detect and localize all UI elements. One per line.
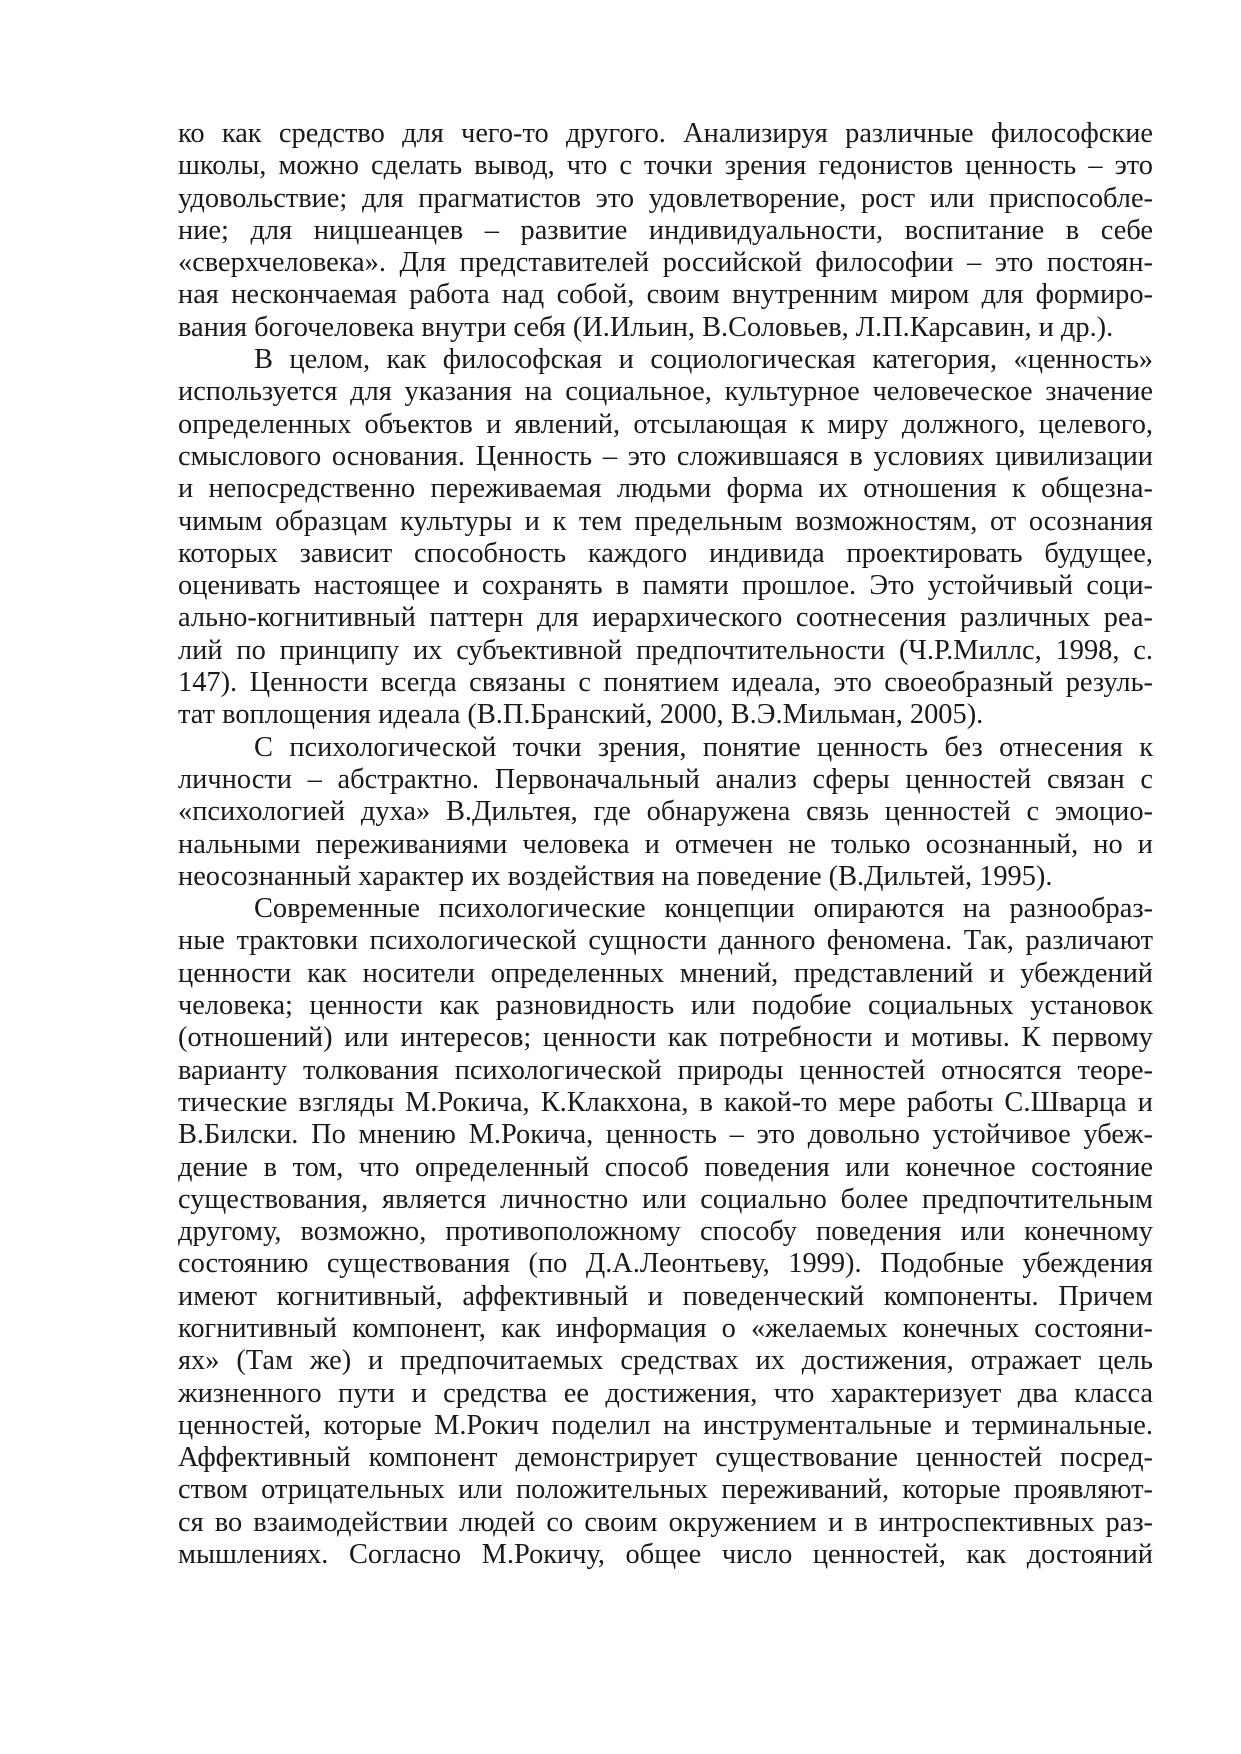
body-text [178, 118, 1153, 1571]
text-line: ко как средство для чего-то другого. Анализируя различные философские [178, 118, 1153, 149]
text-line: существования, является личностно или социально более предпочтительным [178, 1183, 1153, 1215]
text-line: нальными переживаниями человека и отмечен не только осознанный, но и [178, 828, 1153, 860]
text-line: удовольствие; для прагматистов это удовлетворение, рост или приспособле- [178, 182, 1153, 214]
text-line: тические взгляды М.Рокича, К.Клакхона, в какой-то мере работы С.Шварца и [178, 1086, 1153, 1118]
text-line: ся во взаимодействии людей со своим окружением и в интроспективных раз- [178, 1506, 1153, 1538]
text-line: ные трактовки психологической сущности данного феномена. Так, различают [178, 925, 1153, 957]
text-line: 147). Ценности всегда связаны с понятием идеала, это своеобразный резуль- [178, 667, 1153, 699]
text-line: С психологической точки зрения, понятие ценность без отнесения к [254, 731, 1153, 763]
text-line: тат воплощения идеала (В.П.Бранский, 2000, В.Э.Мильман, 2005). [178, 699, 984, 731]
text-line: варианту толкования психологической природы ценностей относятся теоре- [178, 1054, 1153, 1086]
paragraph-4 [178, 893, 1153, 1571]
text-line: жизненного пути и средства ее достижения, что характеризует два класса [178, 1377, 1153, 1409]
text-line: «психологией духа» В.Дильтея, где обнаружена связь ценностей с эмоцио- [178, 796, 1153, 828]
text-line: которых зависит способность каждого индивида проектировать будущее, [178, 537, 1153, 569]
text-line: ная нескончаемая работа над собой, своим внутренним миром для формиро- [178, 279, 1153, 311]
text-line: и непосредственно переживаемая людьми форма их отношения к общезна- [178, 473, 1153, 505]
paragraph-3 [178, 732, 1153, 893]
text-line: В целом, как философская и социологическая категория, «ценность» [254, 344, 1153, 376]
text-line: вания богочеловека внутри себя (И.Ильин, В.Соловьев, Л.П.Карсавин, и др.). [178, 311, 1114, 343]
text-line: человека; ценности как разновидность или подобие социальных установок [178, 990, 1153, 1022]
text-line: мышлениях. Согласно М.Рокичу, общее число ценностей, как достояний [178, 1539, 1153, 1571]
text-line: другому, возможно, противоположному способу поведения или конечному [178, 1216, 1153, 1248]
text-line: лий по принципу их субъективной предпочтительности (Ч.Р.Миллс, 1998, с. [178, 634, 1153, 666]
text-line: ях» (Там же) и предпочитаемых средствах их достижения, отражает цель [178, 1345, 1153, 1377]
text-line: неосознанный характер их воздействия на поведение (В.Дильтей, 1995). [178, 860, 1053, 892]
text-line: личности – абстрактно. Первоначальный анализ сферы ценностей связан с [178, 763, 1153, 795]
paragraph-1 [178, 118, 1153, 344]
text-line: ценности как носители определенных мнений, представлений и убеждений [178, 957, 1153, 989]
paragraph-2 [178, 344, 1153, 732]
text-line: Аффективный компонент демонстрирует существование ценностей посред- [178, 1442, 1153, 1474]
text-line: школы, можно сделать вывод, что с точки зрения гедонистов ценность – это [178, 150, 1153, 182]
text-line: смыслового основания. Ценность – это сложившаяся в условиях цивилизации [178, 440, 1153, 472]
text-line: состоянию существования (по Д.А.Леонтьеву, 1999). Подобные убеждения [178, 1248, 1153, 1280]
text-line: дение в том, что определенный способ поведения или конечное состояние [178, 1151, 1153, 1183]
text-line: когнитивный компонент, как информация о «желаемых конечных состояни- [178, 1312, 1153, 1344]
text-line: чимым образцам культуры и к тем предельным возможностям, от осознания [178, 505, 1153, 537]
text-line: имеют когнитивный, аффективный и поведенческий компоненты. Причем [178, 1280, 1153, 1312]
text-line: ценностей, которые М.Рокич поделил на инструментальные и терминальные. [178, 1409, 1153, 1441]
text-line: используется для указания на социальное, культурное человеческое значение [178, 376, 1153, 408]
text-line: В.Билски. По мнению М.Рокича, ценность – это довольно устойчивое убеж- [178, 1119, 1153, 1151]
text-line: Современные психологические концепции опираются на разнообраз- [254, 893, 1153, 925]
text-line: определенных объектов и явлений, отсылающая к миру должного, целевого, [178, 408, 1153, 440]
text-line: ние; для ницшеанцев – развитие индивидуальности, воспитание в себе [178, 214, 1153, 246]
text-line: (отношений) или интересов; ценности как потребности и мотивы. К первому [178, 1022, 1153, 1054]
text-line: ством отрицательных или положительных переживаний, которые проявляют- [178, 1474, 1153, 1506]
text-line: ально-когнитивный паттерн для иерархического соотнесения различных реа- [178, 602, 1153, 634]
text-line: «сверхчеловека». Для представителей российской философии – это постоян- [178, 247, 1153, 279]
text-line: оценивать настоящее и сохранять в памяти прошлое. Это устойчивый соци- [178, 570, 1153, 602]
